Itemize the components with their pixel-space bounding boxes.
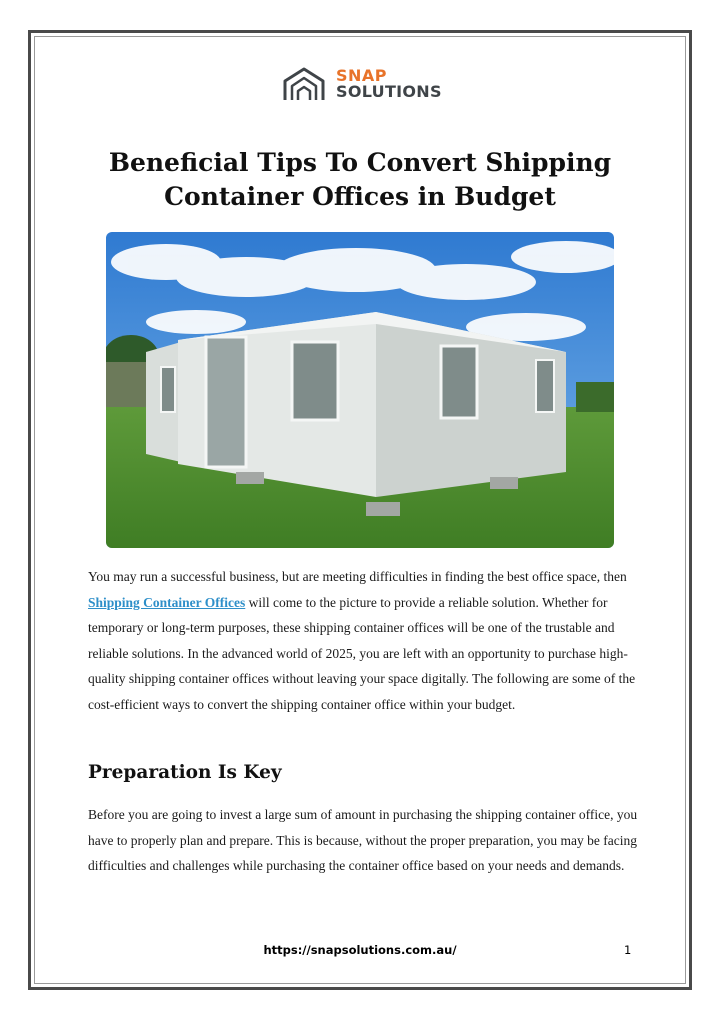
page-number: 1 xyxy=(624,943,632,957)
intro-text-after-link: will come to the picture to provide a reliable solution. Whether for temporary or long-term purposes, these shipping container offices will be one of the trustable and reliable solutions. In the advanced world of 2025, you are left with an opportunity to purchase high-quality shipping container offices without leaving your space digitally. The following are some of the cost-efficient ways to convert the shipping container office within your budget. xyxy=(88,594,636,712)
footer-url: https://snapsolutions.com.au/ xyxy=(263,943,457,957)
section-paragraph: Before you are going to invest a large sum of amount in purchasing the shipping container office, you have to properly plan and prepare. This is because, without the proper preparation, you may be facing difficulties and challenges while purchasing the container office based on your needs and demands. xyxy=(88,807,638,873)
page-title xyxy=(80,146,640,214)
intro-text-before-link: You may run a successful business, but are meeting difficulties in finding the best office space, then xyxy=(88,569,627,584)
title-line-2: Container Offices in Budget xyxy=(164,182,556,211)
logo-snap-text: SNAP xyxy=(336,66,388,85)
logo-solutions-text: SOLUTIONS xyxy=(336,82,442,101)
title-line-1: Beneficial Tips To Convert Shipping xyxy=(108,148,612,177)
intro-paragraph xyxy=(88,564,638,717)
snap-solutions-logo xyxy=(282,64,442,104)
hero-image xyxy=(106,232,614,548)
house-logo-icon xyxy=(282,66,328,102)
section-heading: Preparation Is Key xyxy=(88,762,282,783)
shipping-container-offices-link[interactable]: Shipping Container Offices xyxy=(88,594,246,610)
